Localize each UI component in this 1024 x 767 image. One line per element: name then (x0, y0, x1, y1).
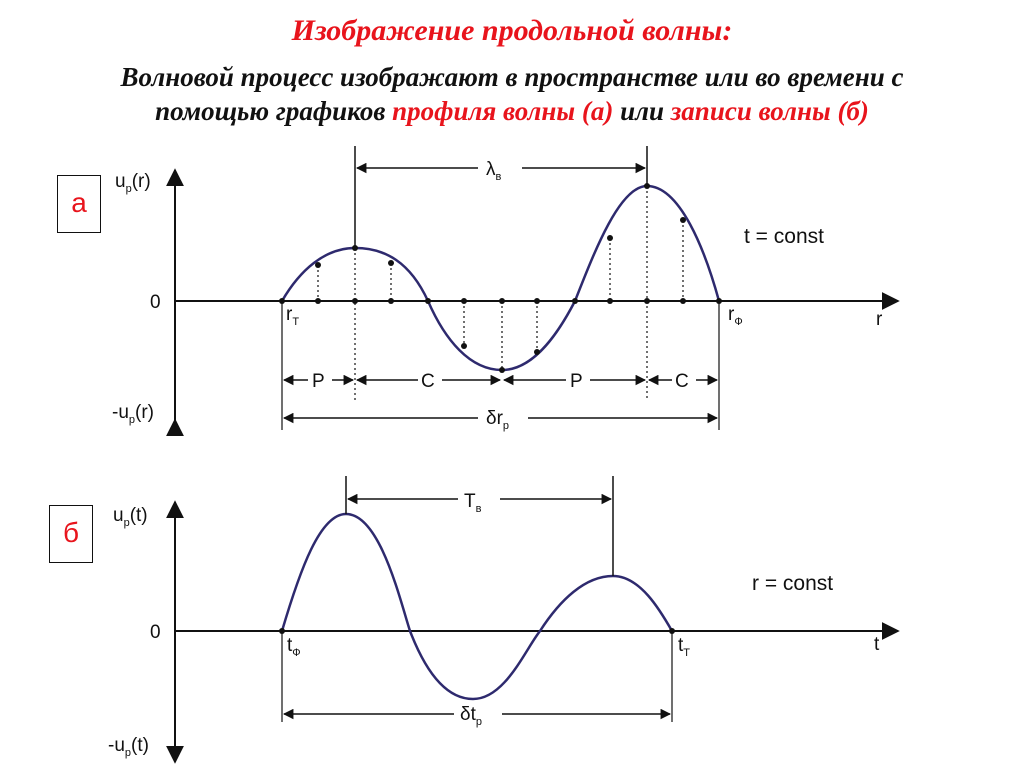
panel-a-curve-points (315, 183, 686, 373)
subtitle-profile-term: профиля волны (а) (392, 96, 614, 126)
panel-a-seg-p1-label: Р (312, 371, 325, 392)
panel-a-zero-label: 0 (150, 292, 161, 313)
panel-a-seg-c1-label: С (421, 371, 435, 392)
panel-b-y-top-label: $u_р(t)$ (113, 505, 148, 529)
panel-b-start-label: $t_Ф$ (287, 635, 301, 659)
panel-a-start-label: $r_Т$ (286, 304, 300, 328)
subtitle-line-2-mid: или (613, 96, 671, 126)
panel-a-span-label: $\delta r_р$ (486, 408, 510, 432)
panel-b-span-label: $\delta t_р$ (460, 704, 482, 728)
subtitle-line-1: Волновой процесс изображают в пространстве или во времени с (120, 62, 904, 92)
panel-b-zero-label: 0 (150, 622, 161, 643)
panel-b-label: б (49, 505, 93, 563)
panel-a-seg-c2-label: С (675, 371, 689, 392)
slide-title: Изображение продольной волны: (291, 14, 733, 47)
panel-a-wavelength-label: $\lambda_в$ (486, 159, 502, 183)
panel-a-condition: t = const (744, 225, 824, 248)
subtitle-record-term: записи волны (б) (670, 96, 869, 126)
panel-b-condition: r = const (752, 572, 834, 595)
panel-a-wave-curve (282, 186, 719, 370)
panel-a-seg-p2-label: Р (570, 371, 583, 392)
panel-b-period-label: $T_в$ (464, 491, 482, 515)
panel-a-label: а (57, 175, 101, 233)
panel-a-x-label: r (876, 309, 883, 330)
panel-b-end-label: $t_Т$ (678, 635, 691, 659)
panel-b-y-bottom-label: $-u_р(t)$ (108, 735, 149, 759)
panel-b-graph (108, 476, 898, 762)
panel-a-y-bottom-label: $-u_р(r)$ (112, 402, 155, 426)
subtitle-line-2-prefix: помощью графиков (155, 96, 393, 126)
panel-b-x-label: t (874, 634, 880, 655)
panel-a-end-label: $r_Ф$ (728, 304, 743, 328)
panel-a-graph (112, 146, 898, 432)
panel-a-y-top-label: $u_р(r)$ (115, 171, 151, 195)
